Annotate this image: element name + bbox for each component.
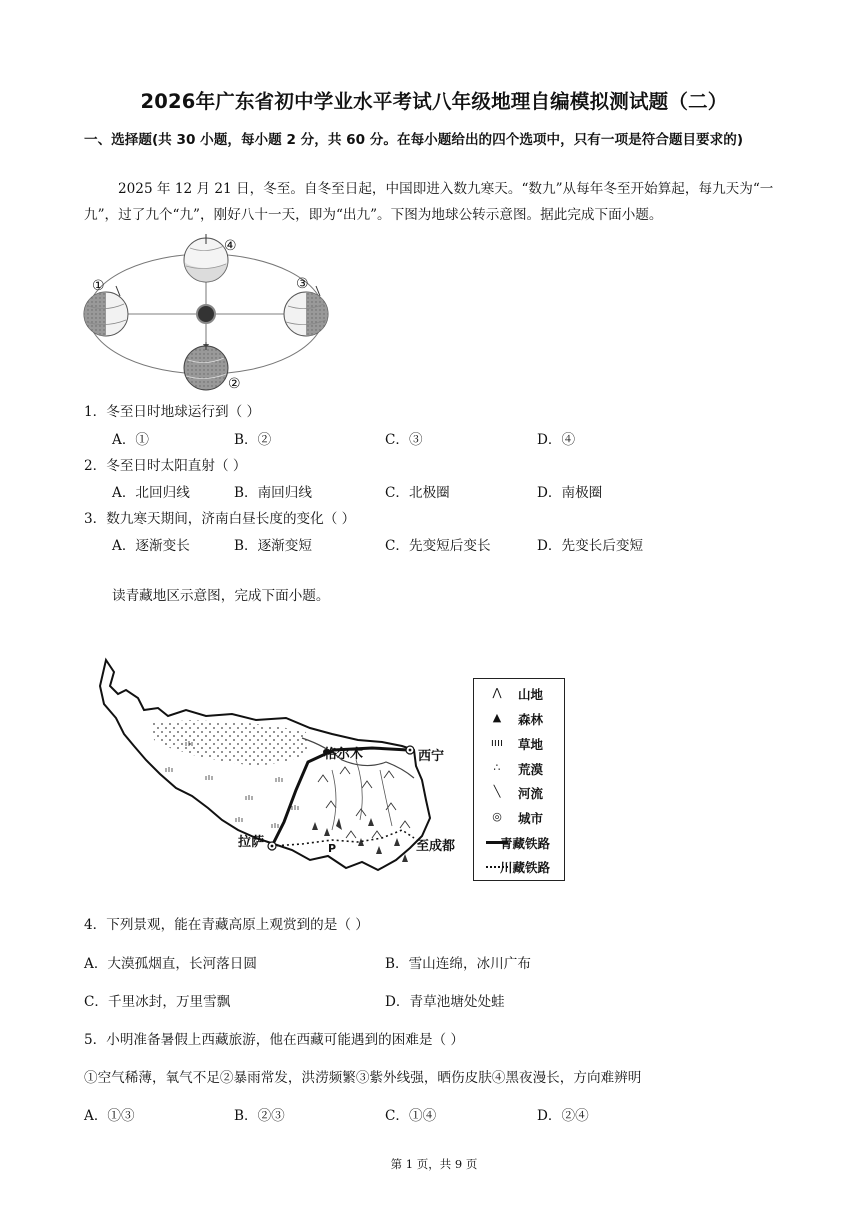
orbit-label-4: ④ [224,238,237,254]
legend-label-qingzang: 青藏铁路 [500,836,551,851]
question-1-stem: 1．冬至日时地球运行到（ ） [84,404,261,420]
legend-label-grassland: 草地 [518,737,544,752]
legend-label-desert: 荒漠 [518,762,544,777]
label-point-p: P [328,842,337,855]
legend-label-forest: 森林 [518,712,544,727]
q3-option-a[interactable]: A．逐渐变长 [112,538,190,554]
page-footer: 第 1 页，共 9 页 [390,1157,478,1171]
q2-option-c[interactable]: C．北极圈 [385,485,450,501]
label-lhasa: 拉萨 [238,835,265,850]
q1-option-d[interactable]: D．④ [537,432,576,448]
q3-option-b[interactable]: B．逐渐变短 [234,538,312,554]
qinghai-tibet-map [96,650,472,890]
q1-option-a[interactable]: A．① [112,432,150,448]
desert-icon: ∴ [493,761,501,774]
earth-position-4 [184,234,228,282]
legend-label-chuanzang: 川藏铁路 [500,860,551,875]
legend-label-mountain: 山地 [518,687,544,702]
earth-position-1 [84,286,128,336]
section-header: 一、选择题(共 30 小题，每小题 2 分，共 60 分。在每小题给出的四个选项中，只有一项是符合题目要求的) [84,132,744,148]
q5-option-c[interactable]: C．①④ [385,1108,437,1124]
q2-option-d[interactable]: D．南极圈 [537,485,603,501]
earth-position-3 [284,286,328,336]
passage-1: 2025 年 12 月 21 日，冬至。自冬至日起，中国即进入数九寒天。“数九”从每年冬至开始算起，每九天为“一九”，过了九个“九”，刚好八十一天，即为“出九”。下图为地球公转示意图。据此完成下面小题。 [84,181,774,223]
legend-label-city: 城市 [518,811,544,826]
forest-icon: ▲ [492,711,502,724]
q4-option-c[interactable]: C．千里冰封，万里雪飘 [84,994,231,1010]
question-5-statements: ①空气稀薄，氧气不足②暴雨常发，洪涝频繁③紫外线强，晒伤皮肤④黑夜漫长，方向难辨明 [84,1070,642,1086]
grassland-icon: ıııı [490,736,504,749]
earth-position-2 [184,342,228,390]
label-chengdu: 至成都 [416,839,456,854]
q5-option-a[interactable]: A．①③ [84,1108,135,1124]
city-icon: ◎ [492,810,502,823]
passage-2: 读青藏地区示意图，完成下面小题。 [112,588,330,604]
q5-option-b[interactable]: B．②③ [234,1108,285,1124]
q3-option-d[interactable]: D．先变长后变短 [537,538,644,554]
q1-option-c[interactable]: C．③ [385,432,423,448]
q2-option-b[interactable]: B．南回归线 [234,485,312,501]
q2-option-a[interactable]: A．北回归线 [112,485,190,501]
question-2-stem: 2．冬至日时太阳直射（ ） [84,458,247,474]
label-golmud: 格尔木 [324,747,364,762]
question-3-stem: 3．数九寒天期间，济南白昼长度的变化（ ） [84,511,356,527]
q4-option-a[interactable]: A．大漠孤烟直，长河落日圆 [84,956,257,972]
q4-option-b[interactable]: B．雪山连绵，冰川广布 [385,956,531,972]
question-4-stem: 4．下列景观，能在青藏高原上观赏到的是（ ） [84,917,369,933]
orbit-label-1: ① [92,278,105,294]
earth-orbit-diagram [78,232,348,394]
question-5-stem: 5．小明准备暑假上西藏旅游，他在西藏可能遇到的困难是（ ） [84,1032,464,1048]
q3-option-c[interactable]: C．先变短后变长 [385,538,491,554]
q1-option-b[interactable]: B．② [234,432,272,448]
orbit-label-3: ③ [296,276,309,292]
q4-option-d[interactable]: D．青草池塘处处蛙 [385,994,505,1010]
map-legend [473,678,565,881]
mountain-icon: ⋀ [492,686,502,699]
q5-option-d[interactable]: D．②④ [537,1108,589,1124]
page-title: 2026年广东省初中学业水平考试八年级地理自编模拟测试题（二） [140,90,728,113]
orbit-label-2: ② [228,376,241,392]
plateau-outline [100,660,430,870]
label-xining: 西宁 [418,749,445,764]
legend-label-river: 河流 [518,786,544,801]
river-icon: ╲ [493,785,501,798]
sun-icon [197,305,215,323]
